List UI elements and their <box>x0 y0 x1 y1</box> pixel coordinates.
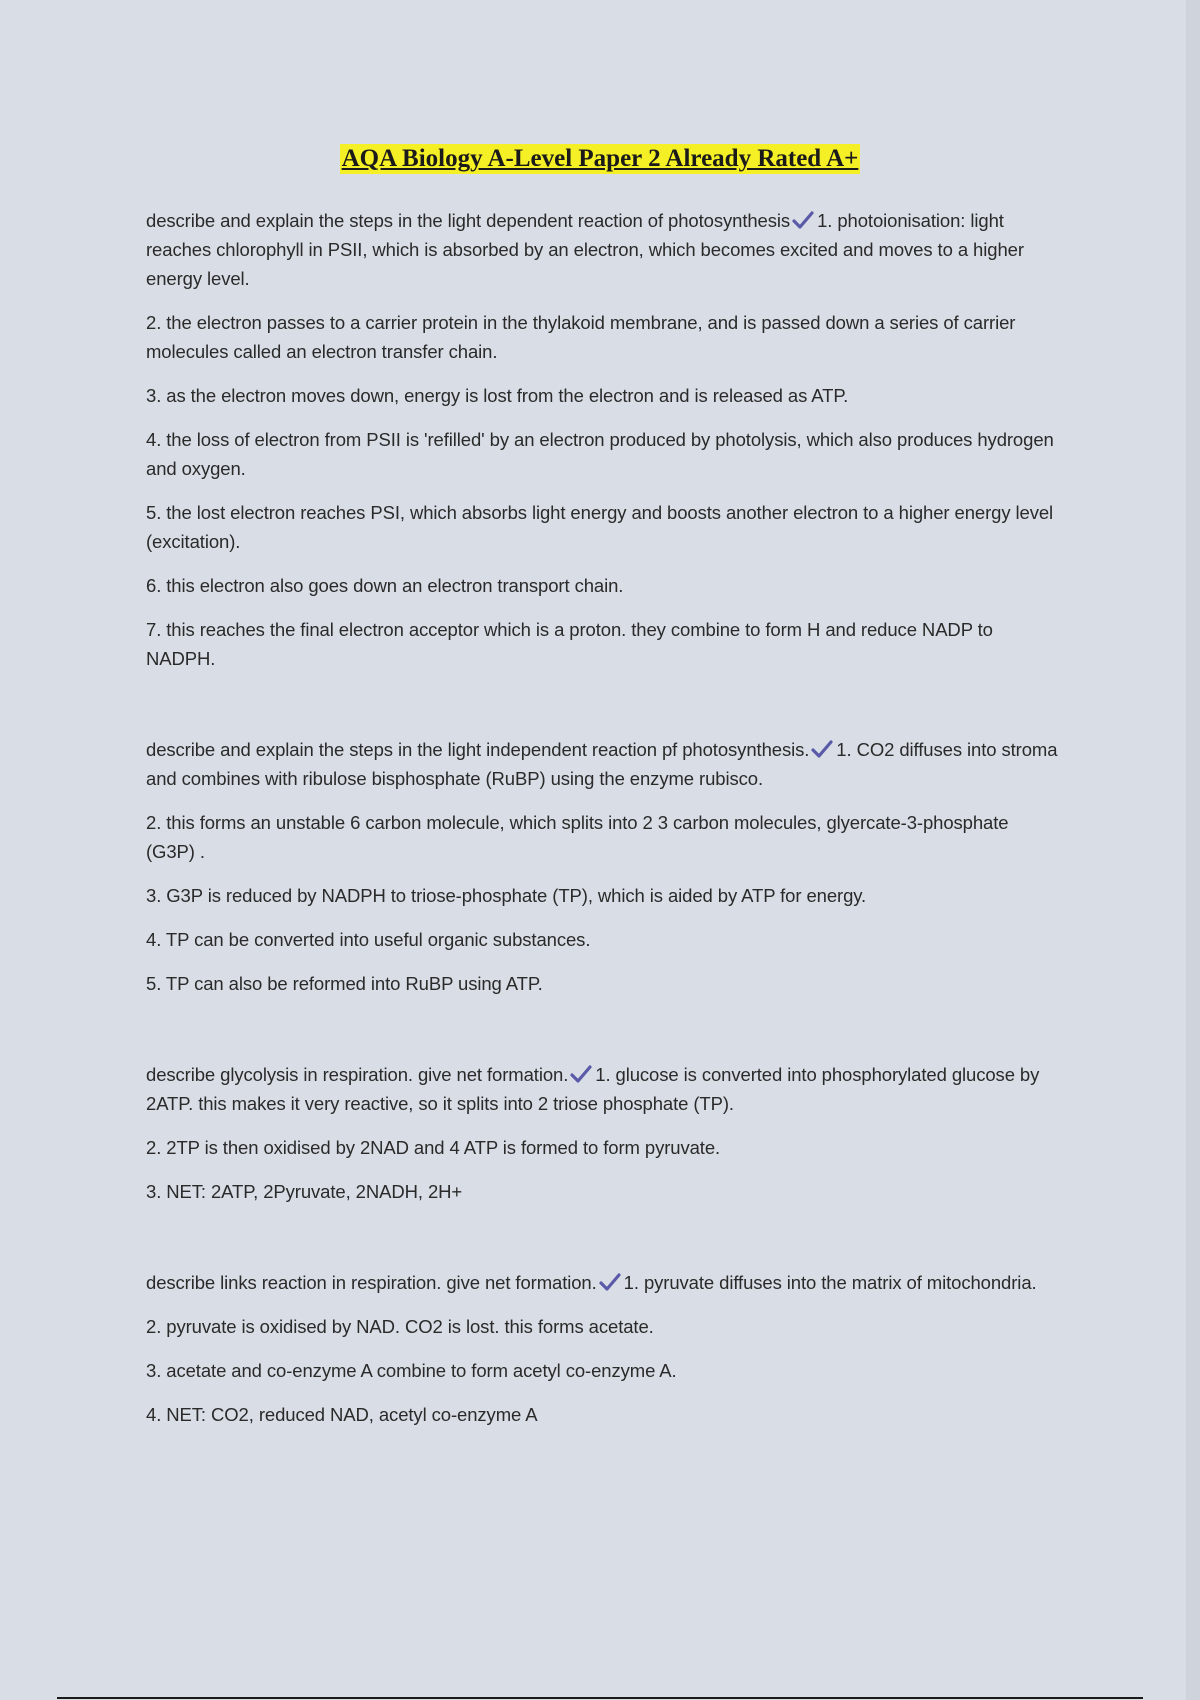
qa-section <box>146 1060 1061 1206</box>
question-text: describe glycolysis in respiration. give net formation. <box>146 1064 569 1085</box>
answer-text: 1. glucose is converted into phosphorylated glucose by 2ATP. this makes it very reactive, so it splits into 2 triose phosphate (TP). <box>146 1064 1040 1114</box>
answer-point: 2. this forms an unstable 6 carbon molecule, which splits into 2 3 carbon molecules, glyercate-3-phosphate (G3P) . <box>146 812 1009 862</box>
answer-point: 4. NET: CO2, reduced NAD, acetyl co-enzyme A <box>146 1404 538 1425</box>
answer-point: 2. the electron passes to a carrier protein in the thylakoid membrane, and is passed down a series of carrier molecules called an electron transfer chain. <box>146 312 1016 362</box>
answer-point: 4. TP can be converted into useful organic substances. <box>146 929 591 950</box>
question-paragraph <box>146 735 1061 793</box>
check-mark-icon <box>792 210 814 230</box>
answer-point: 4. the loss of electron from PSII is 'refilled' by an electron produced by photolysis, which also produces hydrogen and oxygen. <box>146 429 1054 479</box>
answer-point: 6. this electron also goes down an electron transport chain. <box>146 575 624 596</box>
answer-text: 1. photoionisation: light reaches chlorophyll in PSII, which is absorbed by an electron, which becomes excited and moves to a higher energy level. <box>146 210 1024 289</box>
qa-section <box>146 206 1061 673</box>
document-body <box>146 206 1061 1444</box>
question-text: describe links reaction in respiration. give net formation. <box>146 1272 597 1293</box>
answer-point: 2. pyruvate is oxidised by NAD. CO2 is lost. this forms acetate. <box>146 1316 654 1337</box>
question-paragraph <box>146 1268 1061 1297</box>
section-spacer <box>146 1221 1061 1268</box>
question-paragraph <box>146 206 1061 293</box>
answer-point: 3. NET: 2ATP, 2Pyruvate, 2NADH, 2H+ <box>146 1181 463 1202</box>
title-wrap <box>0 144 1200 174</box>
check-mark-icon <box>599 1272 621 1292</box>
qa-section <box>146 1268 1061 1429</box>
answer-point: 3. G3P is reduced by NADPH to triose-phosphate (TP), which is aided by ATP for energy. <box>146 885 867 906</box>
answer-point: 7. this reaches the final electron acceptor which is a proton. they combine to form H and reduce NADP to NADPH. <box>146 619 993 669</box>
section-spacer <box>146 688 1061 735</box>
answer-point: 2. 2TP is then oxidised by 2NAD and 4 ATP is formed to form pyruvate. <box>146 1137 721 1158</box>
page-bottom-rule <box>57 1697 1143 1699</box>
page-edge-shade <box>1186 0 1200 1700</box>
document-title: AQA Biology A-Level Paper 2 Already Rated A+ <box>341 145 859 172</box>
answer-point: 3. acetate and co-enzyme A combine to form acetyl co-enzyme A. <box>146 1360 677 1381</box>
section-spacer <box>146 1013 1061 1060</box>
answer-text: 1. pyruvate diffuses into the matrix of mitochondria. <box>623 1272 1037 1293</box>
question-paragraph <box>146 1060 1061 1118</box>
answer-point: 3. as the electron moves down, energy is lost from the electron and is released as ATP. <box>146 385 849 406</box>
qa-section <box>146 735 1061 998</box>
answer-point: 5. TP can also be reformed into RuBP using ATP. <box>146 973 543 994</box>
check-mark-icon <box>570 1064 592 1084</box>
answer-text: 1. CO2 diffuses into stroma and combines with ribulose bisphosphate (RuBP) using the enzyme rubisco. <box>146 739 1058 789</box>
question-text: describe and explain the steps in the light dependent reaction of photosynthesis <box>146 210 791 231</box>
question-text: describe and explain the steps in the light independent reaction pf photosynthesis. <box>146 739 810 760</box>
answer-point: 5. the lost electron reaches PSI, which absorbs light energy and boosts another electron to a higher energy level (excitation). <box>146 502 1054 552</box>
check-mark-icon <box>811 739 833 759</box>
